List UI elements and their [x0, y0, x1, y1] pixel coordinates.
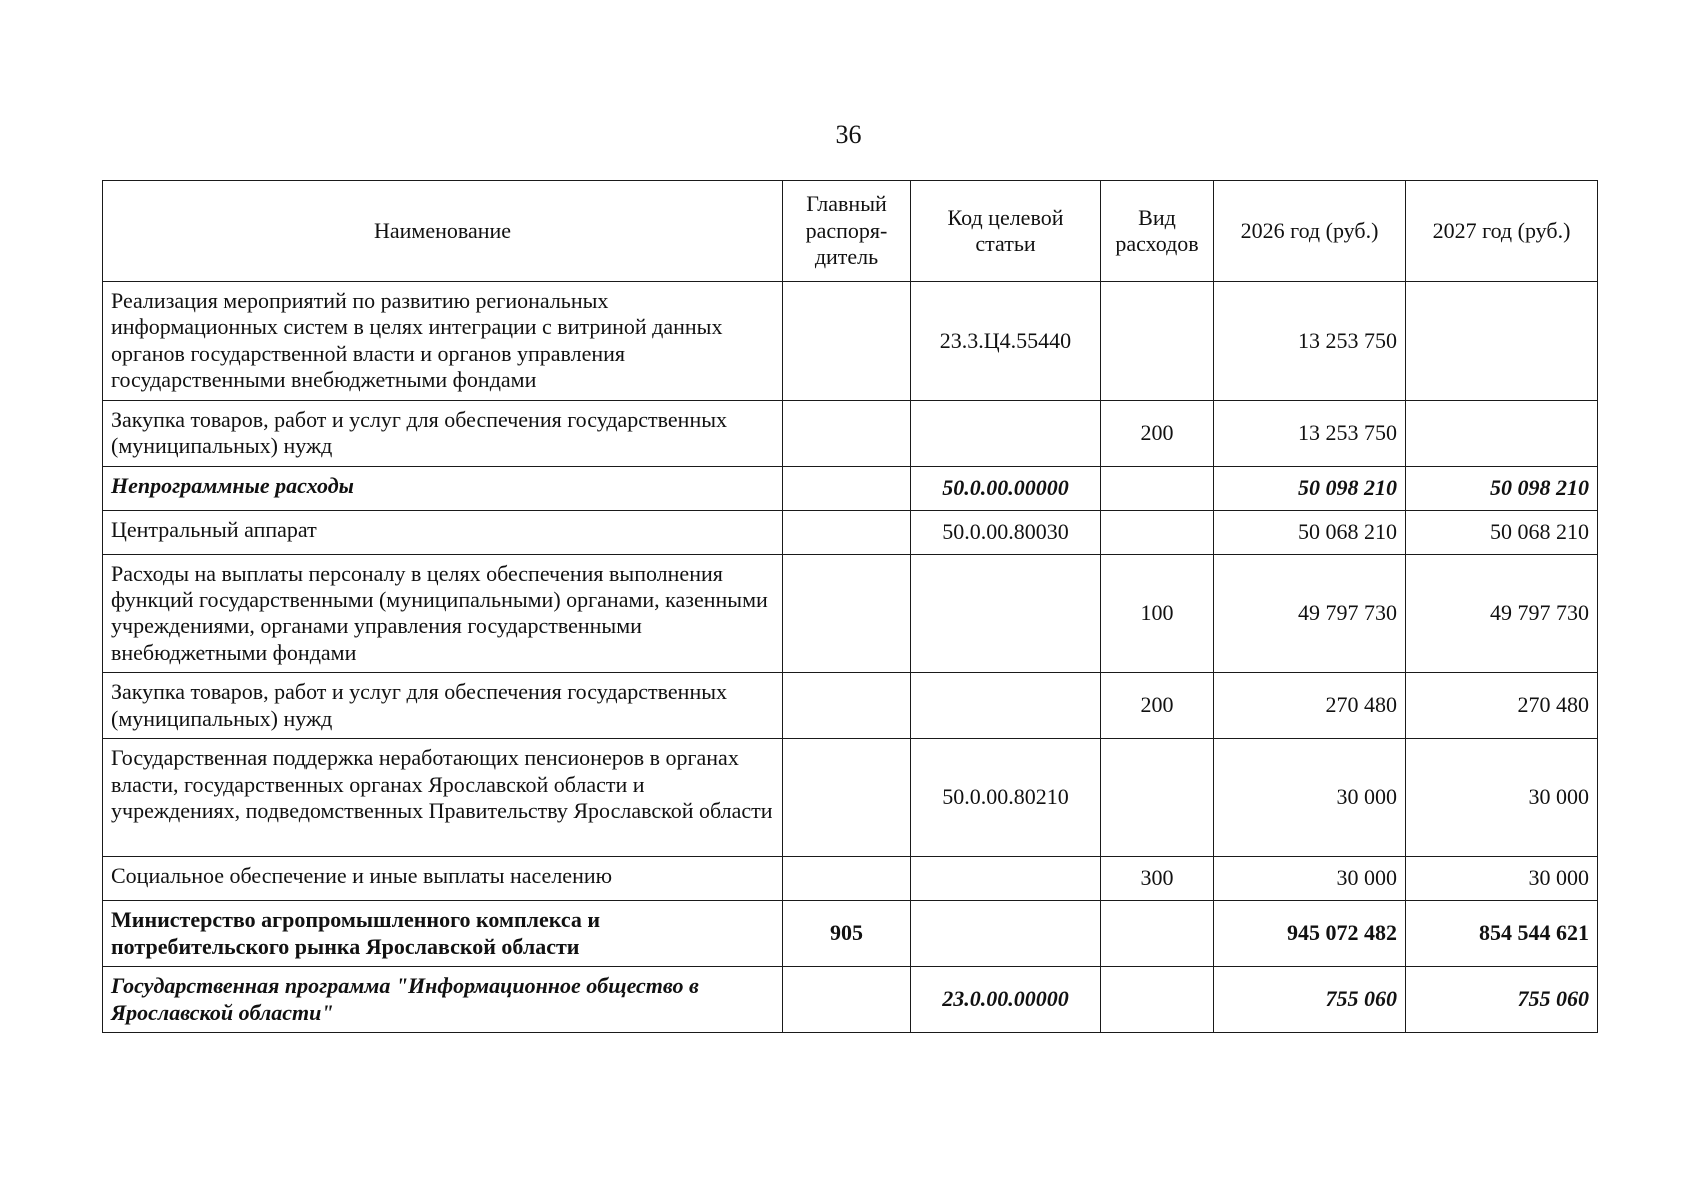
row-type [1101, 282, 1214, 401]
table-header-row [103, 181, 1598, 282]
page-number: 36 [835, 120, 862, 149]
table-row [103, 967, 1598, 1033]
row-admin [783, 554, 911, 673]
row-y2027: 755 060 [1406, 967, 1598, 1033]
row-type [1101, 901, 1214, 967]
row-admin [783, 282, 911, 401]
row-name: Социальное обеспечение и иные выплаты населению [103, 857, 783, 901]
row-y2026: 30 000 [1214, 739, 1406, 857]
header-code: Код целевой статьи [911, 181, 1101, 282]
row-type [1101, 510, 1214, 554]
row-type: 200 [1101, 673, 1214, 739]
row-y2027: 854 544 621 [1406, 901, 1598, 967]
row-y2026: 13 253 750 [1214, 282, 1406, 401]
header-y2026: 2026 год (руб.) [1214, 181, 1406, 282]
row-y2027: 30 000 [1406, 857, 1598, 901]
row-code: 23.0.00.00000 [911, 967, 1101, 1033]
table-row [103, 466, 1598, 510]
row-y2027: 50 068 210 [1406, 510, 1598, 554]
row-admin: 905 [783, 901, 911, 967]
header-type: Вид расходов [1101, 181, 1214, 282]
row-y2026: 49 797 730 [1214, 554, 1406, 673]
table-row [103, 400, 1598, 466]
row-admin [783, 857, 911, 901]
table-row [103, 857, 1598, 901]
row-name: Непрограммные расходы [103, 466, 783, 510]
row-y2026: 270 480 [1214, 673, 1406, 739]
table-row [103, 739, 1598, 857]
row-type [1101, 967, 1214, 1033]
row-code [911, 554, 1101, 673]
budget-table [102, 180, 1598, 1033]
row-name: Закупка товаров, работ и услуг для обеспечения государственных (муниципальных) нужд [103, 400, 783, 466]
row-code: 50.0.00.80030 [911, 510, 1101, 554]
row-code [911, 857, 1101, 901]
table-row [103, 554, 1598, 673]
row-code [911, 673, 1101, 739]
row-y2027: 270 480 [1406, 673, 1598, 739]
row-type: 100 [1101, 554, 1214, 673]
row-name: Расходы на выплаты персоналу в целях обеспечения выполнения функций государственными (муниципальными) органами, казенными учреждениями, органами управления государственными внебюджетными фондами [103, 554, 783, 673]
row-y2026: 755 060 [1214, 967, 1406, 1033]
row-type: 200 [1101, 400, 1214, 466]
row-admin [783, 510, 911, 554]
row-name: Центральный аппарат [103, 510, 783, 554]
row-code [911, 901, 1101, 967]
row-type [1101, 739, 1214, 857]
row-admin [783, 400, 911, 466]
row-code: 23.3.Ц4.55440 [911, 282, 1101, 401]
table-row [103, 282, 1598, 401]
row-code [911, 400, 1101, 466]
row-code: 50.0.00.00000 [911, 466, 1101, 510]
table-row [103, 510, 1598, 554]
row-y2026: 50 068 210 [1214, 510, 1406, 554]
row-name: Министерство агропромышленного комплекса и потребительского рынка Ярославской области [103, 901, 783, 967]
row-name: Реализация мероприятий по развитию региональных информационных систем в целях интеграции с витриной данных органов государственной власти и органов управления государственными внебюджетными фондами [103, 282, 783, 401]
row-y2027 [1406, 400, 1598, 466]
row-y2026: 945 072 482 [1214, 901, 1406, 967]
row-y2027: 50 098 210 [1406, 466, 1598, 510]
table-row [103, 901, 1598, 967]
header-admin: Главный распоря-дитель [783, 181, 911, 282]
row-admin [783, 739, 911, 857]
row-type: 300 [1101, 857, 1214, 901]
row-y2027 [1406, 282, 1598, 401]
row-name: Закупка товаров, работ и услуг для обеспечения государственных (муниципальных) нужд [103, 673, 783, 739]
row-y2026: 50 098 210 [1214, 466, 1406, 510]
row-name: Государственная поддержка неработающих пенсионеров в органах власти, государственных органах Ярославской области и учреждениях, подведомственных Правительству Ярославской области [103, 739, 783, 857]
row-type [1101, 466, 1214, 510]
row-admin [783, 967, 911, 1033]
row-y2026: 30 000 [1214, 857, 1406, 901]
header-name: Наименование [103, 181, 783, 282]
row-y2027: 49 797 730 [1406, 554, 1598, 673]
row-code: 50.0.00.80210 [911, 739, 1101, 857]
row-y2026: 13 253 750 [1214, 400, 1406, 466]
row-admin [783, 673, 911, 739]
header-y2027: 2027 год (руб.) [1406, 181, 1598, 282]
table-row [103, 673, 1598, 739]
row-admin [783, 466, 911, 510]
row-y2027: 30 000 [1406, 739, 1598, 857]
row-name: Государственная программа "Информационное общество в Ярославской области" [103, 967, 783, 1033]
